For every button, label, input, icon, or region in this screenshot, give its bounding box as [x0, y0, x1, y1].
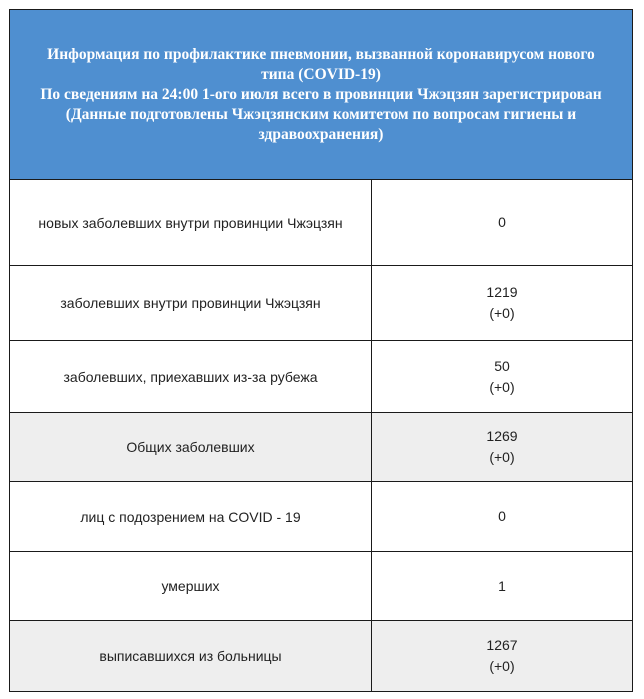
header-title: Информация по профилактике пневмонии, вызванной коронавирусом нового типа (COVID-19) — [47, 45, 595, 83]
row-value-cell — [372, 341, 632, 412]
table-row-total — [10, 413, 632, 482]
row-label: новых заболевших внутри провинции Чжэцзян — [10, 180, 372, 265]
row-value: 0 — [498, 214, 506, 230]
row-label: умерших — [10, 552, 372, 620]
row-change: (+0) — [489, 658, 515, 674]
row-value-cell — [372, 266, 632, 340]
header-date-line: По сведениям на 24:00 1-ого июля всего в провинции Чжэцзян зарегистрирован — [40, 85, 602, 103]
row-change: (+0) — [489, 305, 515, 321]
row-label: Общих заболевших — [10, 413, 372, 481]
row-label: заболевших, приехавших из-за рубежа — [10, 341, 372, 412]
row-value: 1 — [498, 577, 506, 594]
table-row — [10, 266, 632, 341]
table-row — [10, 180, 632, 266]
row-value-cell — [372, 552, 632, 620]
row-value: 1267 — [486, 637, 518, 653]
row-value-cell — [372, 621, 632, 691]
table-row — [10, 341, 632, 413]
row-label: заболевших внутри провинции Чжэцзян — [10, 266, 372, 340]
row-change: (+0) — [489, 449, 515, 465]
row-value: 1219 — [486, 284, 518, 300]
table-row — [10, 552, 632, 621]
table-header — [10, 10, 632, 180]
row-value-cell — [372, 180, 632, 265]
row-change: (+0) — [489, 378, 515, 395]
row-label: лиц с подозрением на COVID - 19 — [10, 482, 372, 551]
table-row — [10, 482, 632, 552]
row-value-cell — [372, 413, 632, 481]
row-value: 0 — [498, 508, 506, 524]
header-source: (Данные подготовлены Чжэцзянским комитетом по вопросам гигиены и здравоохранения) — [65, 105, 577, 143]
statistics-table — [9, 9, 633, 692]
row-value: 50 — [494, 357, 510, 374]
table-row-discharged — [10, 621, 632, 691]
row-label: выписавшихся из больницы — [10, 621, 372, 691]
row-value-cell — [372, 482, 632, 551]
row-value: 1269 — [486, 428, 518, 444]
